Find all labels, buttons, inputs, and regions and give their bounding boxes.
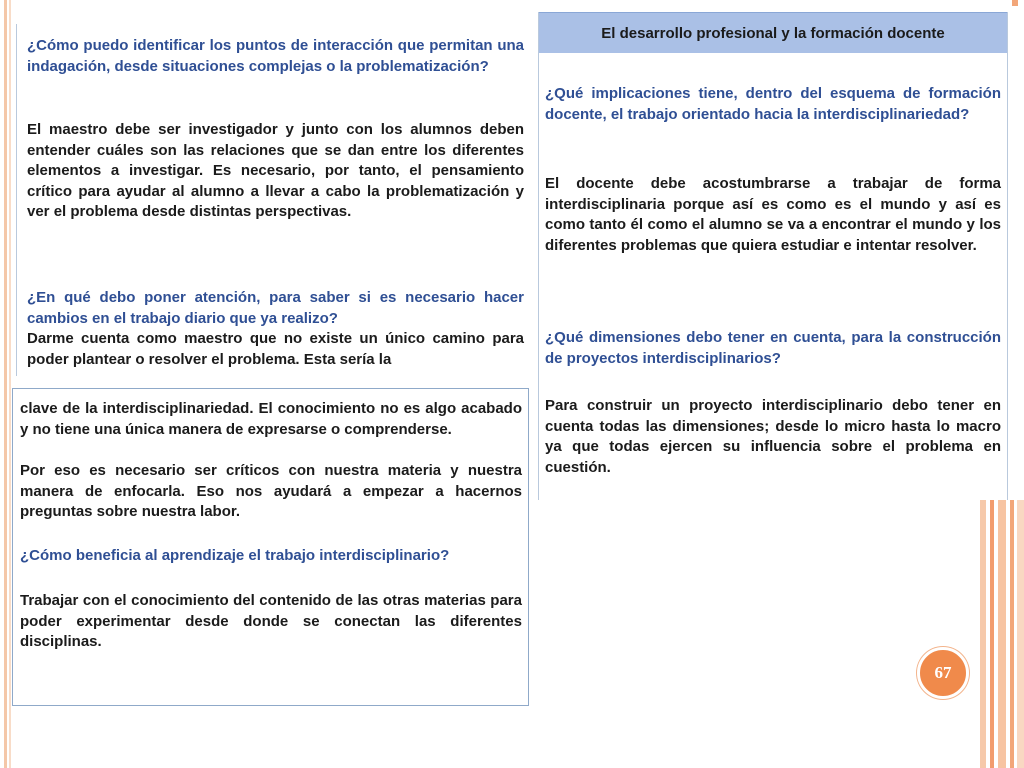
right-question-1: ¿Qué implicaciones tiene, dentro del esquema de formación docente, el trabajo orientado hacia la interdisciplinariedad?: [545, 85, 1001, 123]
right-decor-stripe: [1010, 500, 1014, 768]
left-decor-stripe-thin: [9, 0, 11, 768]
answer-1: El maestro debe ser investigador y junto con los alumnos deben entender cuáles son las relaciones que se dan entre los diferentes elementos a investigar. Es necesario, por tanto, el pensamiento crítico para ayudar al alumno a llevar a cabo la problematización y ver el problema desde distintas perspectivas.: [27, 121, 524, 220]
right-decor-stripe: [980, 500, 986, 768]
question-3: ¿Cómo beneficia al aprendizaje el trabajo interdisciplinario?: [20, 547, 450, 564]
question-1: ¿Cómo puedo identificar los puntos de interacción que permitan una indagación, desde situaciones complejas o la problematización?: [27, 37, 524, 75]
section-header: El desarrollo profesional y la formación docente: [539, 12, 1007, 53]
left-bottom-panel: [12, 388, 529, 706]
answer-2-continued: clave de la interdisciplinariedad. El conocimiento no es algo acabado y no tiene una única manera de expresarse o comprenderse.: [20, 400, 522, 438]
question-2: ¿En qué debo poner atención, para saber si es necesario hacer cambios en el trabajo diario que ya realizo?: [27, 289, 524, 327]
right-decor-stripe: [1017, 500, 1024, 768]
right-decor-stripe: [998, 500, 1006, 768]
right-decor-stripe: [990, 500, 994, 768]
right-question-2: ¿Qué dimensiones debo tener en cuenta, para la construcción de proyectos interdisciplinarios?: [545, 329, 1001, 367]
answer-3: Trabajar con el conocimiento del contenido de las otras materias para poder experimentar desde donde se conectan las diferentes disciplinas.: [20, 592, 522, 650]
right-answer-1: El docente debe acostumbrarse a trabajar de forma interdisciplinaria porque así es como es el mundo y así es como tanto él como el alumno se va a encontrar el mundo y los diferentes problemas que quiera estudiar e intentar resolver.: [545, 175, 1001, 254]
page-number-badge: 67: [917, 647, 969, 699]
answer-2-more: Por eso es necesario ser críticos con nuestra materia y nuestra manera de enfocarla. Eso nos ayudará a empezar a hacernos preguntas sobre nuestra labor.: [20, 462, 522, 520]
left-top-panel: [16, 24, 528, 376]
top-decor-mark: [1012, 0, 1018, 6]
right-panel: [538, 12, 1008, 500]
right-answer-2: Para construir un proyecto interdisciplinario debo tener en cuenta todas las dimensiones; desde lo micro hasta lo macro ya que todas ejercen su influencia sobre el problema en cuestión.: [545, 397, 1001, 476]
answer-2-start: Darme cuenta como maestro que no existe un único camino para poder plantear o resolver el problema. Esta sería la: [27, 330, 524, 368]
left-decor-stripe: [4, 0, 7, 768]
